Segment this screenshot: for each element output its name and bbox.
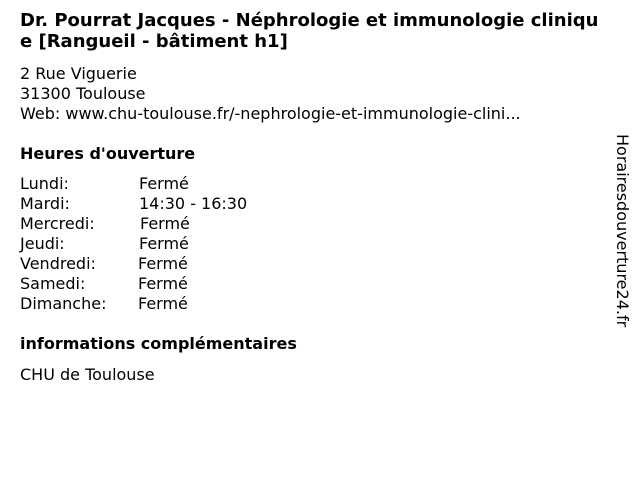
website-link[interactable]: Web: www.chu-toulouse.fr/-nephrologie-et-immunologie-clini... bbox=[20, 104, 521, 123]
hours-value: Fermé bbox=[140, 214, 190, 233]
additional-info-heading: informations complémentaires bbox=[20, 334, 297, 353]
watermark-text: Horairesdouverture24.fr bbox=[613, 134, 632, 328]
page-title: Dr. Pourrat Jacques - Néphrologie et immunologie clinique [Rangueil - bâtiment h1] bbox=[20, 10, 599, 52]
hours-value: 14:30 - 16:30 bbox=[139, 194, 248, 213]
hours-value: Fermé bbox=[138, 274, 188, 293]
site-watermark bbox=[612, 134, 632, 344]
hours-value: Fermé bbox=[138, 254, 188, 273]
day-label: Mercredi: bbox=[20, 214, 95, 233]
hours-value: Fermé bbox=[138, 294, 188, 313]
day-label: Dimanche: bbox=[20, 294, 107, 313]
day-label: Jeudi: bbox=[20, 234, 65, 253]
opening-hours-heading: Heures d'ouverture bbox=[20, 144, 196, 163]
additional-info-text: CHU de Toulouse bbox=[20, 365, 155, 384]
day-label: Lundi: bbox=[20, 174, 69, 193]
hours-value: Fermé bbox=[139, 174, 189, 193]
day-label: Samedi: bbox=[20, 274, 86, 293]
day-label: Vendredi: bbox=[20, 254, 96, 273]
day-label: Mardi: bbox=[20, 194, 70, 213]
address-city: 31300 Toulouse bbox=[20, 84, 146, 103]
address-street: 2 Rue Viguerie bbox=[20, 64, 137, 83]
hours-value: Fermé bbox=[139, 234, 189, 253]
